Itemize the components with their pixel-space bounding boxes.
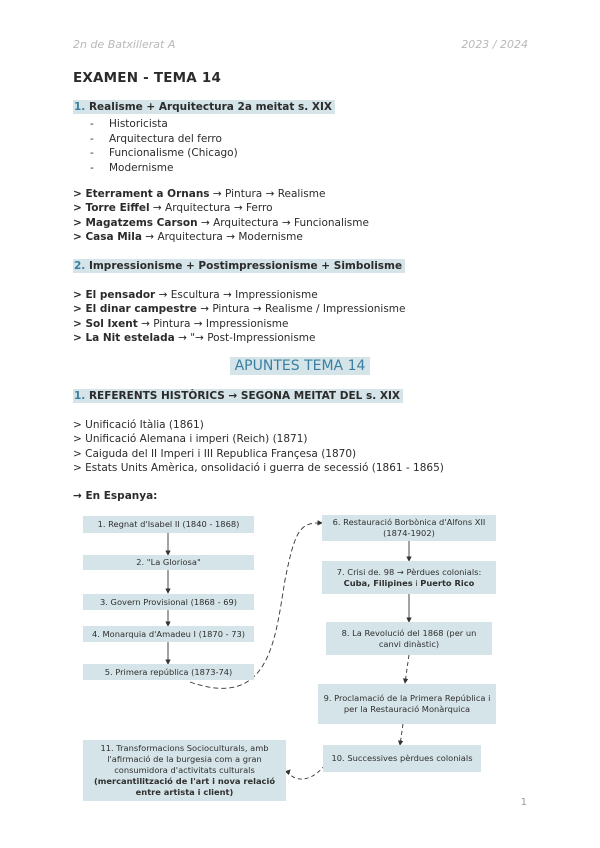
section-1-number: 1. [74,101,86,113]
work-detail: → Pintura → Realisme / Impressionisme [196,303,406,316]
work-detail: → Escultura → Impressionisme [155,289,318,301]
reference-line: > Estats Units Amèrica, onsolidació i guerra de secessió (1861 - 1865) [73,461,444,474]
page-number: 1 [520,797,527,808]
work-name: > El dinar campestre [73,303,197,316]
header-year: 2023 / 2024 [461,38,528,51]
work-name: > Sol Ixent [73,317,138,330]
work-name: > La Nit estelada [73,331,175,344]
espanya-heading: → En Espanya: [73,490,158,502]
work-detail: → Arquitectura → Funcionalisme [197,216,369,229]
flow-box-9: 9. Proclamació de la Primera República i per la Restauració Monàrquica [318,684,496,724]
box-11-text: 11. Transformacions Socioculturals, amb l'afirmació de la burgesia com a gran consumidora d'activitats culturals [100,743,269,775]
box-11-note: (mercantilització de l'art i nova relació entre artista i client) [93,776,276,797]
section-2-number: 2. [74,260,86,272]
list-item: - Modernisme [90,161,238,176]
work-name: > Eterrament a Ornans [73,188,210,200]
section-3-number: 1. [74,390,86,402]
box-7-text: 7. Crisi de. 98 → Pèrdues colonials: [336,566,482,577]
flow-box-4: 4. Monarquia d'Amadeu I (1870 - 73) [83,626,254,642]
flow-box-3: 3. Govern Provisional (1868 - 69) [83,594,254,610]
work-detail: → Arquitectura → Ferro [149,202,273,215]
work-detail: → "→ Post-Impressionisme [174,331,316,344]
flow-box-10: 10. Successives pèrdues colonials [323,745,481,772]
list-item: - Historicista [90,117,238,132]
flow-box-11 [83,740,286,801]
work-name: > El pensador [73,289,156,301]
work-detail: → Pintura → Realisme [209,188,326,200]
section-2-title: Impressionisme + Postimpressionisme + Simbolisme [88,260,403,272]
flow-box-2: 2. "La Gloriosa" [83,555,254,570]
flow-box-1: 1. Regnat d'Isabel II (1840 - 1868) [83,516,254,533]
section-1-title: Realisme + Arquitectura 2a meitat s. XIX [88,101,333,113]
header-class: 2n de Batxillerat A [73,38,176,51]
flow-box-5: 5. Primera república (1873-74) [83,664,254,680]
exam-title: EXAMEN - TEMA 14 [73,70,222,86]
reference-line: > Unificació Itàlia (1861) [73,419,204,431]
box-7-puerto-rico: Puerto Rico [420,577,475,588]
work-detail: → Pintura → Impressionisme [137,317,289,330]
work-name: > Magatzems Carson [73,216,198,229]
flow-box-7 [322,561,496,594]
flow-box-8: 8. La Revolució del 1868 (per un canvi dinàstic) [326,622,492,655]
box-7-colonies: Cuba, Filipines [343,577,413,588]
section-3-title: REFERENTS HISTÒRICS → SEGONA MEITAT DEL s. XIX [88,390,400,402]
apuntes-title: APUNTES TEMA 14 [0,358,600,374]
list-item: - Arquitectura del ferro [90,132,238,147]
reference-line: > Caiguda del II Imperi i III Republica Françesa (1870) [73,447,357,460]
box-7-conjunction: i [412,577,421,588]
list-item: - Funcionalisme (Chicago) [90,146,238,161]
flow-box-6: 6. Restauració Borbònica d'Alfons XII (1874-1902) [322,515,496,541]
reference-line: > Unificació Alemana i imperi (Reich) (1871) [73,433,308,446]
work-detail: → Arquitectura → Modernisme [141,230,303,243]
work-name: > Torre Eiffel [73,202,150,215]
work-name: > Casa Mila [73,230,142,243]
